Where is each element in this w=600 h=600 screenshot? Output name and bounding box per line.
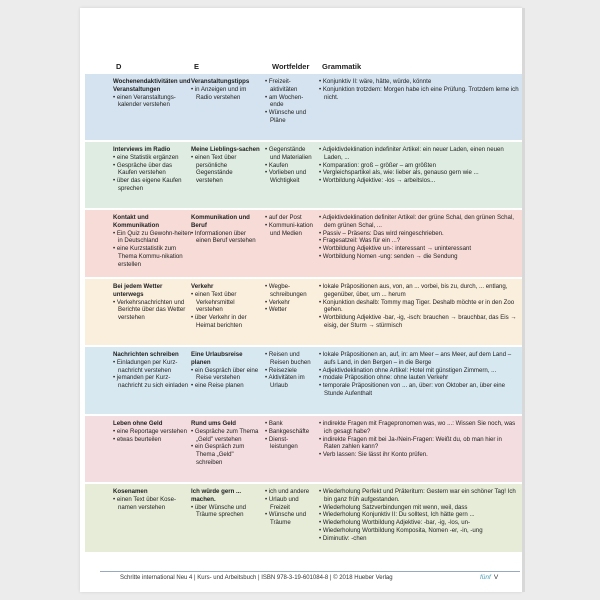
- cell-d-title: Interviews im Radio: [113, 146, 171, 153]
- cell-d-title: Bei jedem Wetter unterwegs: [113, 283, 163, 298]
- cell-e: [191, 488, 261, 519]
- cell-wortfelder-item: • ich und andere: [265, 488, 315, 496]
- cell-grammatik-item: • Wiederholung Wortbildung Adjektive: -bar, -ig, -los, un-: [319, 519, 519, 527]
- table-row: [85, 416, 522, 482]
- cell-wortfelder-item: • Wegbe-schreibungen: [265, 283, 315, 299]
- cell-grammatik: [319, 351, 519, 398]
- cell-wortfelder-item: • Bank: [265, 420, 315, 428]
- cell-grammatik-item: • Konjunktiv II: wäre, hätte, würde, könnte: [319, 78, 519, 86]
- cell-d-item: • Verkehrsnachrichten und Berichte über das Wetter verstehen: [113, 299, 191, 322]
- cell-d-item: • einen Text über Kose-namen verstehen: [113, 496, 191, 512]
- cell-e: [191, 420, 261, 467]
- cell-e-title: Verkehr: [191, 283, 214, 290]
- cell-wortfelder: [265, 146, 315, 185]
- cell-grammatik-item: • Adjektivdeklination ohne Artikel: Hotel mit günstigen Zimmern, ...: [319, 367, 519, 375]
- cell-d-item: • Gespräche über das Kaufen verstehen: [113, 162, 191, 178]
- cell-grammatik-item: • lokale Präpositionen an, auf, in: am Meer – ans Meer, auf dem Land – aufs Land, in den Bergen – in die Berge: [319, 351, 519, 367]
- cell-grammatik-item: • Konjunktion deshalb: Tommy mag Tiger. Deshalb möchte er in den Zoo gehen.: [319, 299, 519, 315]
- cell-e-title: Veranstaltungstipps: [191, 78, 250, 85]
- cell-d-item: • über das eigene Kaufen sprechen: [113, 177, 191, 193]
- cell-e: [191, 146, 261, 185]
- cell-grammatik-item: • Fragesatzeil: Was für ein ...?: [319, 237, 519, 245]
- cell-grammatik-item: • Wortbildung Adjektive -bar, -ig, -isch: brauchen → brauchbar, das Eis → eisig, der Sturm → stürmisch: [319, 314, 519, 330]
- cell-wortfelder-item: • Reisen und Reisen buchen: [265, 351, 315, 367]
- cell-d: [113, 214, 191, 269]
- cell-wortfelder-item: • Kaufen: [265, 162, 315, 170]
- table-row: [85, 484, 522, 552]
- cell-grammatik-item: • Adjektivdeklination definiter Artikel: der grüne Schal, den grünen Schal, dem grünen Schal, ...: [319, 214, 519, 230]
- cell-wortfelder: [265, 214, 315, 237]
- cell-d: [113, 283, 191, 322]
- footer-rule: [100, 571, 520, 572]
- cell-wortfelder-item: • Vorlieben und Wichtigkeit: [265, 169, 315, 185]
- cell-wortfelder-item: • Kommuni-kation und Medien: [265, 222, 315, 238]
- cell-wortfelder: [265, 283, 315, 314]
- cell-e: [191, 78, 261, 101]
- cell-e-item: • eine Reise planen: [191, 382, 261, 390]
- cell-d: [113, 146, 191, 193]
- cell-wortfelder: [265, 488, 315, 527]
- cell-grammatik-item: • Verb lassen: Sie lässt ihr Konto prüfen.: [319, 451, 519, 459]
- table-row: [85, 142, 522, 208]
- cell-wortfelder-item: • Verkehr: [265, 299, 315, 307]
- cell-grammatik: [319, 146, 519, 185]
- cell-grammatik-item: • Vergleichspartikel als, wie: lieber als, genauso gern wie ...: [319, 169, 519, 177]
- cell-grammatik-item: • lokale Präpositionen aus, von, an ... vorbei, bis zu, durch, ... entlang, gegenüber, über, um ... herum: [319, 283, 519, 299]
- cell-e-item: • Informationen über einen Beruf verstehen: [191, 230, 261, 246]
- table-header: [80, 60, 522, 74]
- cell-grammatik-item: • Adjektivdeklination indefiniter Artikel: ein neuer Laden, einen neuen Laden, ...: [319, 146, 519, 162]
- cell-d-item: • eine Statistik ergänzen: [113, 154, 191, 162]
- cell-d-title: Leben ohne Geld: [113, 420, 163, 427]
- cell-e-title: Ich würde gern ... machen.: [191, 488, 242, 503]
- cell-grammatik-item: • Diminutiv: -chen: [319, 535, 519, 543]
- page-roman: V: [493, 574, 499, 581]
- cell-wortfelder-item: • Gegenstände und Materialien: [265, 146, 315, 162]
- cell-grammatik-item: • modale Präposition ohne: ohne lauten Verkehr: [319, 374, 519, 382]
- cell-e-item: • ein Gespräch zum Thema „Geld" schreiben: [191, 443, 261, 466]
- cell-grammatik-item: • temporale Präpositionen von ... an, über: von Oktober an, über eine Stunde Aufenthalt: [319, 382, 519, 398]
- page-number: [480, 574, 498, 581]
- cell-d-item: • jemanden per Kurz-nachricht zu sich einladen: [113, 374, 191, 390]
- cell-wortfelder-item: • Dienst-leistungen: [265, 436, 315, 452]
- cell-d-item: • eine Reportage verstehen: [113, 428, 191, 436]
- cell-d: [113, 351, 191, 390]
- cell-e: [191, 214, 261, 245]
- cell-e-item: • Gespräche zum Thema „Geld" verstehen: [191, 428, 261, 444]
- cell-grammatik-item: • Wortbildung Adjektive un-: interessant → uninteressant: [319, 245, 519, 253]
- cell-wortfelder-item: • Wünsche und Pläne: [265, 109, 315, 125]
- cell-wortfelder: [265, 351, 315, 390]
- header-col-grammatik: Grammatik: [322, 62, 362, 71]
- cell-wortfelder-item: • Freizeit-aktivitäten: [265, 78, 315, 94]
- cell-grammatik-item: • Wiederholung Wortbildung Komposita, Nomen -er, -in, -ung: [319, 527, 519, 535]
- cell-grammatik-item: • Wortbildung Nomen -ung: senden → die Sendung: [319, 253, 519, 261]
- cell-d: [113, 78, 191, 109]
- cell-wortfelder-item: • Wetter: [265, 306, 315, 314]
- cell-e-title: Rund ums Geld: [191, 420, 237, 427]
- cell-d-item: • etwas beurteilen: [113, 436, 191, 444]
- cell-grammatik-item: • Konjunktion trotzdem: Morgen habe ich eine Prüfung. Trotzdem lerne ich nicht.: [319, 86, 519, 102]
- cell-e-title: Kommunikation und Beruf: [191, 214, 250, 229]
- cell-wortfelder-item: • auf der Post: [265, 214, 315, 222]
- cell-grammatik-item: • indirekte Fragen mit Fragepronomen was, wo ...: Wissen Sie noch, was ich gesagt habe?: [319, 420, 519, 436]
- cell-wortfelder-item: • Wünsche und Träume: [265, 511, 315, 527]
- cell-d-item: • Ein Quiz zu Gewohn-heiten in Deutschland: [113, 230, 191, 246]
- cell-e-item: • über Verkehr in der Heimat berichten: [191, 314, 261, 330]
- cell-wortfelder-item: • Urlaub und Freizeit: [265, 496, 315, 512]
- cell-grammatik: [319, 283, 519, 330]
- cell-e-item: • über Wünsche und Träume sprechen: [191, 504, 261, 520]
- cell-e-title: Eine Urlaubsreise planen: [191, 351, 243, 366]
- cell-wortfelder-item: • am Wochen-ende: [265, 94, 315, 110]
- footer-text: Schritte international Neu 4 | Kurs- und Arbeitsbuch | ISBN 978-3-19-601084-8 | © 2018 Hueber Verlag: [120, 575, 393, 581]
- cell-e-item: • in Anzeigen und im Radio verstehen: [191, 86, 261, 102]
- cell-grammatik: [319, 488, 519, 543]
- header-col-d: D: [116, 62, 122, 71]
- cell-grammatik: [319, 78, 519, 101]
- cell-grammatik-item: • Passiv – Präsens: Das wird reingeschrieben.: [319, 230, 519, 238]
- cell-wortfelder: [265, 420, 315, 451]
- cell-grammatik-item: • Wiederholung Satzverbindungen mit wenn, weil, dass: [319, 504, 519, 512]
- cell-wortfelder-item: • Aktivitäten im Urlaub: [265, 374, 315, 390]
- cell-wortfelder: [265, 78, 315, 125]
- cell-grammatik-item: • Wortbildung Adjektive: -los → arbeitslos...: [319, 177, 519, 185]
- cell-grammatik-item: • Wiederholung Konjunktiv II: Du solltest, Ich hätte gern ...: [319, 511, 519, 519]
- table-row: [85, 279, 522, 345]
- cell-e-item: • einen Text über persönliche Gegenstände verstehen: [191, 154, 261, 185]
- cell-d-title: Wochenendaktivitäten und Veranstaltungen: [113, 78, 191, 93]
- cell-d-title: Nachrichten schreiben: [113, 351, 179, 358]
- cell-grammatik: [319, 420, 519, 459]
- cell-d-item: • Einladungen per Kurz-nachricht verstehen: [113, 359, 191, 375]
- cell-d: [113, 420, 191, 443]
- cell-wortfelder-item: • Bankgeschäfte: [265, 428, 315, 436]
- cell-e: [191, 283, 261, 330]
- table-row: [85, 347, 522, 414]
- cell-grammatik-item: • Wiederholung Perfekt und Präteritum: Gestern war ein schöner Tag! Ich bin ganz früh aufgestanden.: [319, 488, 519, 504]
- header-col-e: E: [194, 62, 200, 71]
- cell-grammatik-item: • indirekte Fragen mit bei Ja-/Nein-Fragen: Weißt du, ob man hier in Raten zahlen kann?: [319, 436, 519, 452]
- page-edge: [522, 8, 525, 592]
- cell-d: [113, 488, 191, 511]
- cell-d-title: Kosenamen: [113, 488, 148, 495]
- cell-grammatik: [319, 214, 519, 261]
- cell-wortfelder-item: • Reiseziele: [265, 367, 315, 375]
- table-row: [85, 74, 522, 140]
- table-row: [85, 210, 522, 277]
- cell-d-item: • eine Kurzstatistik zum Thema Kommu-nikation erstellen: [113, 245, 191, 268]
- cell-d-title: Kontakt und Kommunikation: [113, 214, 160, 229]
- header-col-wortfelder: Wortfelder: [272, 62, 310, 71]
- cell-grammatik-item: • Komparation: groß – größer – am größten: [319, 162, 519, 170]
- cell-d-item: • einen Veranstaltungs-kalender verstehen: [113, 94, 191, 110]
- page-word: fünf: [480, 574, 491, 581]
- cell-e-item: • ein Gespräch über eine Reise verstehen: [191, 367, 261, 383]
- cell-e: [191, 351, 261, 390]
- cell-e-title: Meine Lieblings-sachen: [191, 146, 260, 153]
- cell-e-item: • einen Text über Verkehrsmittel verstehen: [191, 291, 261, 314]
